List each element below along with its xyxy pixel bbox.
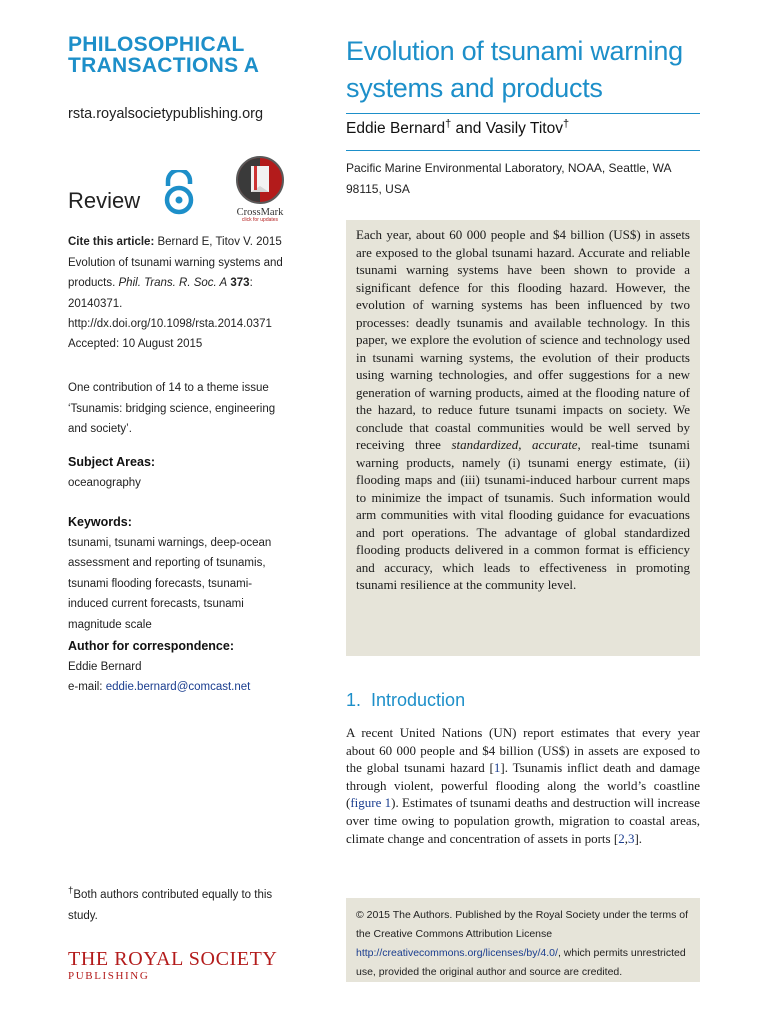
abstract-text [356, 226, 690, 594]
citation-journal: Phil. Trans. R. Soc. A [118, 277, 228, 289]
email-label: e-mail: [68, 681, 103, 693]
crossmark-sublabel: click for updates [241, 217, 279, 223]
license-text-2: , which permits unrestricted use, provided the original author and source are credited. [356, 947, 686, 978]
email-link[interactable]: eddie.bernard@comcast.net [105, 681, 251, 693]
keywords-heading: Keywords: [68, 515, 132, 529]
section-title: Introduction [371, 690, 466, 710]
journal-name-line2-b: ONS A [192, 54, 260, 77]
article-type: Review [68, 188, 141, 213]
author-footnote [68, 880, 290, 927]
affiliation: Pacific Marine Environmental Laboratory, NOAA, Seattle, WA 98115, USA [346, 161, 671, 196]
footnote-mark: † [68, 885, 74, 896]
publisher-logo [68, 948, 277, 982]
citation-label: Cite this article: [68, 236, 155, 248]
keywords-value: tsunami, tsunami warnings, deep-ocean assessment and reporting of tsunamis, tsunami flooding forecasts, tsunami-induced current forecasts, tsunami magnitude scale [68, 536, 272, 631]
reference-link-1[interactable]: 1 [493, 760, 501, 776]
section-number: 1. [346, 690, 362, 710]
subject-areas [68, 452, 290, 493]
journal-name [68, 34, 259, 76]
reference-link-2[interactable]: 2 [618, 830, 625, 846]
authors-divider [346, 150, 700, 151]
citation-doi[interactable]: : 20140371. http://dx.doi.org/10.1098/rsta.2014.0371 [68, 277, 272, 330]
intro-text-2: ]. Tsunamis inflict death and damage through violent, powerful flooding along the world’s coastline ( [346, 760, 700, 811]
subject-areas-value: oceanography [68, 476, 141, 489]
author-2-mark: † [562, 118, 570, 130]
article-title: Evolution of tsunami warning systems and products [346, 36, 683, 103]
journal-url[interactable]: rsta.royalsocietypublishing.org [68, 106, 264, 122]
intro-text-3: ). Estimates of tsunami deaths and destruction will increase over time owing to population growth, migration to coastal areas, climate change and concentration of assets in ports [ [346, 795, 700, 846]
abstract-box [346, 220, 700, 656]
crossmark-badge[interactable] [228, 156, 292, 223]
correspondence-name: Eddie Bernard [68, 660, 142, 673]
abstract-italic: standardized, accurate [451, 437, 578, 452]
citation-volume: 373 [230, 277, 250, 289]
journal-name-line1: PHILOSOPHICAL [68, 33, 245, 56]
author-and: and [451, 120, 486, 138]
license-link[interactable]: http://creativecommons.org/licenses/by/4.0/ [356, 947, 558, 959]
journal-name-line2-a: TRANSACT [68, 54, 186, 77]
intro-comma: , [624, 830, 628, 846]
correspondence-heading: Author for correspondence: [68, 639, 234, 653]
correspondence [68, 636, 290, 698]
intro-text-4: ]. [634, 830, 643, 846]
publisher-sub: PUBLISHING [68, 970, 150, 982]
citation-block [68, 232, 290, 335]
figure-link[interactable]: figure 1 [350, 795, 392, 811]
title-divider [346, 113, 700, 114]
accepted-date: Accepted: 10 August 2015 [68, 338, 203, 350]
abstract-part-2: , real-time tsunami warning products, namely (i) tsunami energy estimate, (ii) flooding maps and (iii) tsunami-induced harbour current maps to minimize the impact of tsunamis. Such information would arm communities with vital flooding guidance for evacuations and port operations. The advantage of global standardized flooding products delivered in a common format is efficiency and accuracy, which leads to effectiveness in promoting tsunami resilience at the community level. [356, 437, 690, 592]
section-heading-introduction [346, 690, 465, 711]
abstract-part-1: Each year, about 60 000 people and $4 billion (US$) in assets are exposed to the global tsunami hazard. Accurate and reliable tsunami warning systems have been shown to provide a significant defence for this flooding hazard. However, the evolution of warning systems has been influenced by two processes: deadly tsunamis and available technology. In this paper, we explore the evolution of science and technology used in tsunami warning systems, the evolution of their products using warning technologies, and offer suggestions for a new generation of warning products, aimed at the flooding nature of the hazard, to reduce future tsunami impacts on society. We conclude that coastal communities would be well served by receiving three [356, 227, 690, 452]
open-access-icon[interactable] [162, 170, 196, 221]
crossmark-label: CrossMark [236, 207, 284, 218]
citation-text: Bernard E, Titov V. 2015 Evolution of tsunami warning systems and products. [68, 236, 283, 289]
author-1: Eddie Bernard [346, 120, 446, 138]
intro-text-1: A recent United Nations (UN) report estimates that every year about 60 000 people and $4 billion (US$) in assets are exposed to the global tsunami hazard [ [346, 725, 700, 776]
journal-name-line2-i: I [185, 54, 193, 77]
crossmark-icon [230, 156, 290, 204]
author-1-mark: † [445, 118, 452, 130]
footnote-text: Both authors contributed equally to this study. [68, 888, 273, 922]
keywords [68, 512, 290, 635]
author-list [346, 118, 569, 138]
license-text-1: © 2015 The Authors. Published by the Royal Society under the terms of the Creative Commons Attribution License [356, 909, 689, 940]
author-2: Vasily Titov [485, 120, 563, 138]
subject-areas-heading: Subject Areas: [68, 455, 156, 469]
publisher-name: THE ROYAL SOCIETY [68, 948, 278, 970]
license-box [346, 898, 700, 982]
reference-link-3[interactable]: 3 [627, 830, 635, 846]
theme-issue-note: One contribution of 14 to a theme issue ‘Tsunamis: bridging science, engineering and society’. [68, 382, 276, 435]
introduction-paragraph [346, 724, 700, 847]
journal-name-line2 [68, 55, 259, 76]
